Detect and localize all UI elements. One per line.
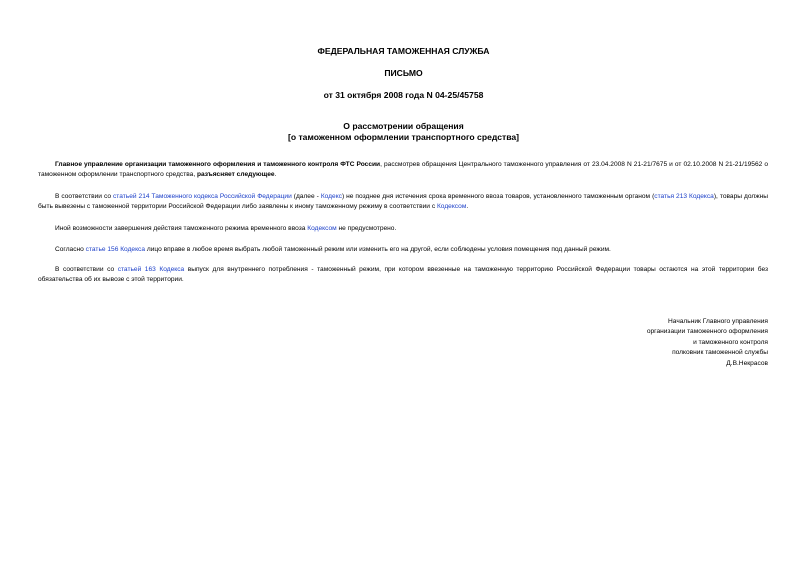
- signature-position: Начальник Главного управления: [668, 318, 768, 325]
- signature-department-cont: и таможенного контроля: [693, 338, 768, 346]
- paragraph-4-text-1: Согласно: [55, 246, 86, 253]
- paragraph-4: [38, 245, 768, 255]
- signature-block: [508, 317, 768, 369]
- paragraph-3-text-1: Иной возможности завершения действия таможенного режима временного ввоза: [55, 225, 308, 232]
- paragraph-1-conclusion: разъясняет следующее: [197, 171, 275, 179]
- paragraph-1-lead: Главное управление организации таможенного оформления и таможенного контроля ФТС России: [55, 161, 381, 168]
- document-date-number: от 31 октября 2008 года N 04-25/45758: [323, 90, 484, 100]
- signature-name: Д.В.Некрасов: [726, 359, 768, 367]
- paragraph-4-text-2: лицо вправе в любое время выбрать любой таможенный режим или изменить его на другой, если соблюдены условия помещения под данный режим.: [145, 246, 611, 253]
- paragraph-2: [38, 192, 768, 213]
- paragraph-1-text: , рассмотрев обращения Центрального таможенного управления от 23.04.2008 N 21-21/7675 и от 02.10.2008 N 21-21/19562 о таможенном оформлении транспортного средства,: [38, 161, 768, 179]
- agency-title: ФЕДЕРАЛЬНАЯ ТАМОЖЕННАЯ СЛУЖБА: [317, 46, 490, 56]
- paragraph-5-text-2: выпуск для внутреннего потребления - таможенный режим, при котором ввезенные на таможенную территорию Российской Федерации товары остаются на этой территории без обязательства об их вывозе с этой территории.: [38, 266, 768, 284]
- document-type: ПИСЬМО: [384, 68, 423, 78]
- paragraph-2-text-1: В соответствии со: [55, 193, 113, 200]
- paragraph-1-end: .: [274, 171, 277, 179]
- subject-line-1: О рассмотрении обращения: [343, 121, 464, 131]
- paragraph-2-text-2: (далее -: [291, 193, 321, 200]
- paragraph-2-text-5: .: [466, 203, 469, 211]
- paragraph-5: [38, 265, 768, 286]
- link-code-3[interactable]: Кодексом: [307, 225, 337, 232]
- link-article-214[interactable]: статьей 214 Таможенного кодекса Российской Федерации: [112, 193, 292, 200]
- link-article-213[interactable]: статья 213 Кодекса: [654, 193, 714, 200]
- subject-line-2: [о таможенном оформлении транспортного средства]: [287, 132, 520, 142]
- paragraph-1: [38, 160, 768, 181]
- link-code-2[interactable]: Кодексом: [436, 203, 467, 211]
- paragraph-5-text-1: В соответствии со: [55, 266, 118, 273]
- link-code[interactable]: Кодекс: [320, 193, 342, 200]
- link-article-156[interactable]: статье 156 Кодекса: [85, 246, 146, 253]
- signature-department: организации таможенного оформления: [646, 328, 768, 336]
- paragraph-3-text-2: не предусмотрено.: [336, 225, 397, 232]
- paragraph-2-text-4: ), товары должны быть вывезены с таможенной территории Российской Федерации либо заявлены к иному таможенному режиму в соответствии с: [38, 193, 768, 211]
- paragraph-2-text-3: ) не позднее дня истечения срока временного ввоза товаров, установленного таможенным органом (: [341, 193, 655, 200]
- link-article-163[interactable]: статьей 163 Кодекса: [117, 266, 185, 273]
- signature-rank: полковник таможенной службы: [672, 349, 768, 357]
- paragraph-3: [38, 224, 768, 234]
